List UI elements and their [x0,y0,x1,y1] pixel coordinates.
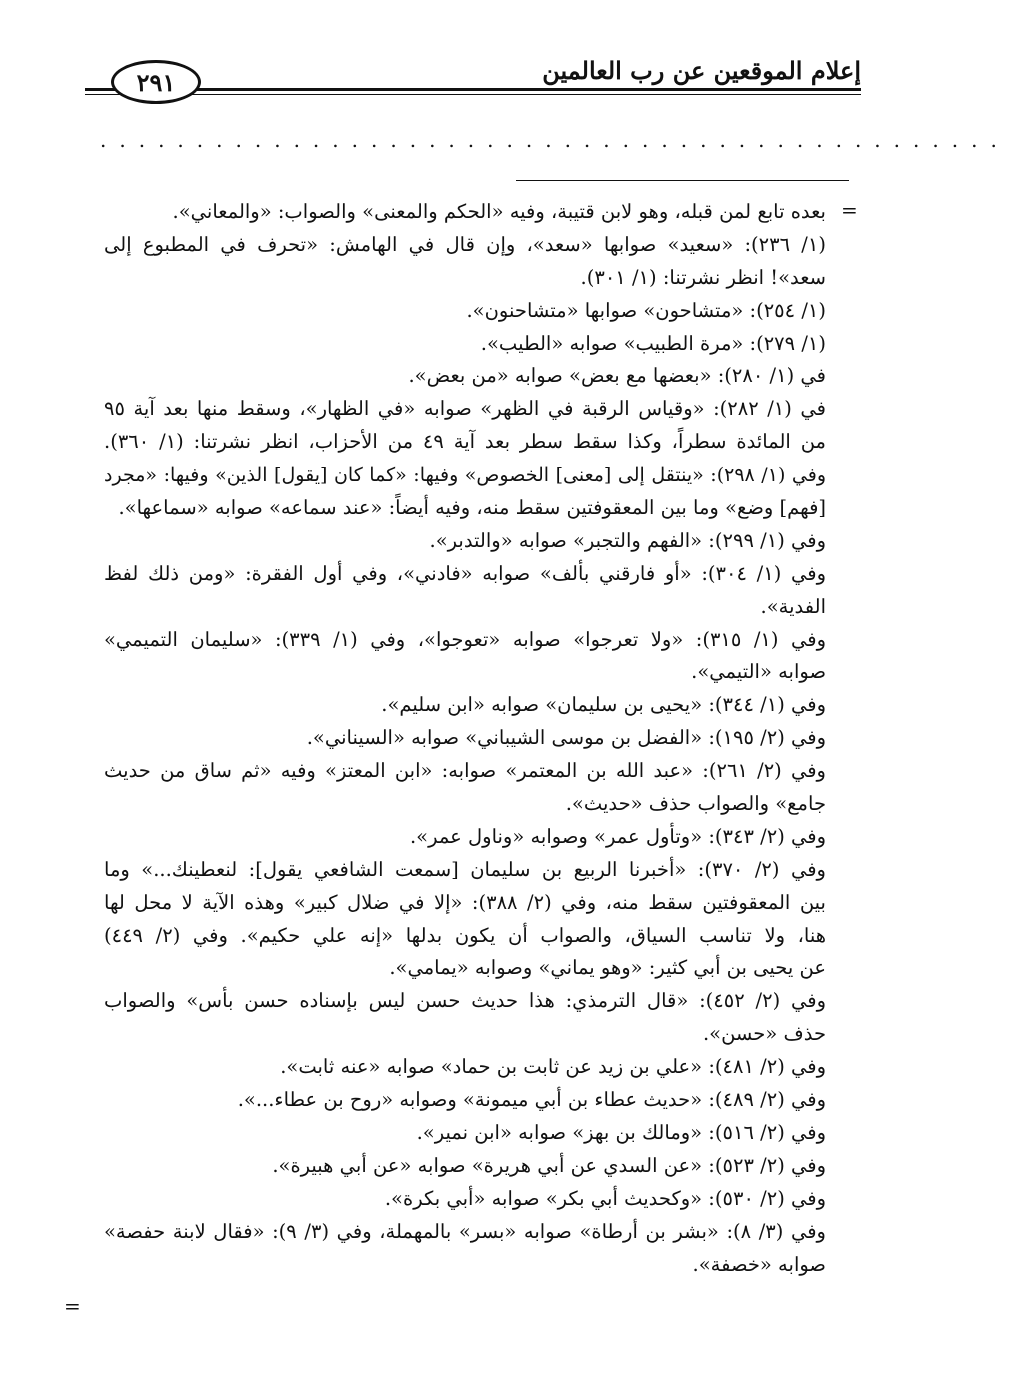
book-title: إعلام الموقعين عن رب العالمين [542,56,861,85]
footnote-line: حذف «حسن». [702,1022,826,1046]
footnote-line: عن يحيى بن أبي كثير: «وهو يماني» وصوابه «يمامي». [389,956,826,980]
continuation-mark-bottom: = [64,1294,81,1318]
footnote-line: وفي (٢/ ٤٨١): «علي بن زيد عن ثابت بن حماد» صوابه «عنه ثابت». [280,1055,826,1079]
page-number-badge [111,60,201,104]
footnote-line: وفي (٢/ ٤٨٩): «حديث عطاء بن أبي ميمونة» وصوابه «روح بن عطاء...». [237,1088,826,1112]
footnote-line: من المائدة سطراً، وكذا سقط سطر بعد آية ٤٩ من الأحزاب، انظر نشرتنا: (١/ ٣٦٠). [104,430,826,454]
footnote-line: هنا، ولا تناسب السياق، والصواب أن يكون بدلها «إنه علي حكيم». وفي (٢/ ٤٤٩) [104,923,826,947]
footnote-line: صوابه «خصفة». [692,1252,826,1276]
header-rule-thin [85,94,861,95]
footnote-line: وفي (١/ ٣٠٤): «أو فارقني بألف» صوابه «فادني»، وفي أول الفقرة: «ومن ذلك لفظ [104,561,826,585]
footnote-line: وفي (٢/ ٥١٦): «ومالك بن بهز» صوابه «ابن نمير». [416,1120,826,1144]
footnote-line: وفي (٢/ ٥٣٠): «وكحديث أبي بكر» صوابه «أبي بكرة». [384,1186,826,1210]
footnote-line: في (١/ ٢٨٠): «بعضها مع بعض» صوابه «من بعض». [408,364,826,388]
page-number: ٢٩١ [136,67,176,97]
footnote-line: في (١/ ٢٨٢): «وقياس الرقبة في الظهر» صوابه «في الظهار»، وسقط منها بعد آية ٩٥ [104,397,826,421]
footnotes-body [104,196,826,1281]
footnote-line: وفي (١/ ٣٤٤): «يحيى بن سليمان» صوابه «ابن سليم». [381,693,826,717]
header-rule-thick [85,88,861,91]
footnote-line: جامع» والصواب حذف «حديث». [565,792,826,816]
footnote-line: صوابه «التيمي». [691,660,826,684]
footnote-line: وفي (٢/ ٣٤٣): «وتأول عمر» وصوابه «وناول عمر». [409,824,826,848]
footnote-rule [516,180,849,181]
footnote-line: وفي (٣/ ٨): «بشر بن أرطاة» صوابه «بسر» بالمهملة، وفي (٣/ ٩): «فقال لابنة حفصة» [104,1219,826,1243]
footnote-line: (١/ ٢٣٦): «سعيد» صوابها «سعد»، وإن قال في الهامش: «تحرف في المطبوع إلى [104,232,826,256]
footnote-line: وفي (٢/ ١٩٥): «الفضل بن موسى الشيباني» صوابه «السيناني». [306,726,826,750]
footnote-line: الفدية». [760,594,826,618]
continuation-mark-top: = [841,198,858,222]
footnote-line: وفي (٢/ ٢٦١): «عبد الله بن المعتمر» صوابه: «ابن المعتز» وفيه «ثم ساق من حديث [104,759,826,783]
footnote-line: بعده تابع لمن قبله، وهو لابن قتيبة، وفيه «الحكم والمعنى» والصواب: «والمعاني». [172,200,826,223]
footnote-line: وفي (١/ ٢٩٩): «الفهم والتجبر» صوابه «والتدبر». [429,528,826,552]
footnote-line: وفي (١/ ٣١٥): «ولا تعرجوا» صوابه «تعوجوا»، وفي (١/ ٣٣٩): «سليمان التميمي» [104,627,826,651]
footnote-line: وفي (٢/ ٣٧٠): «أخبرنا الربيع بن سليمان [سمعت الشافعي يقول]: لنعطينك...» وما [104,857,826,881]
page-header [85,50,861,110]
footnote-line: وفي (٢/ ٤٥٢): «قال الترمذي: هذا حديث حسن ليس بإسناده حسن بأس» والصواب [104,989,826,1013]
footnote-line: سعد»! انظر نشرتنا: (١/ ٣٠١). [580,265,826,289]
footnote-line: وفي (٢/ ٥٢٣): «عن السدي عن أبي هريرة» صوابه «عن أبي هبيرة». [272,1153,826,1177]
separator-dots: ............................................... [100,128,1010,152]
footnote-line: وفي (١/ ٢٩٨): «ينتقل إلى [معنى] الخصوص» وفيها: «كما كان [يقول] الذين» وفيها: «مجرد [104,464,827,487]
footnote-line: [فهم] وضع» وما بين المعقوفتين سقط منه، وفيه أيضاً: «عند سماعه» صوابه «سماعها». [118,496,826,520]
footnote-line: (١/ ٢٧٩): «مرة الطبيب» صوابه «الطيب». [480,331,826,355]
footnote-line: (١/ ٢٥٤): «متشاحون» صوابها «متشاحنون». [466,298,826,322]
footnote-line: بين المعقوفتين سقط منه، وفي (٢/ ٣٨٨): «إلا في ضلال كبير» وهذه الآية لا محل لها [104,890,826,914]
